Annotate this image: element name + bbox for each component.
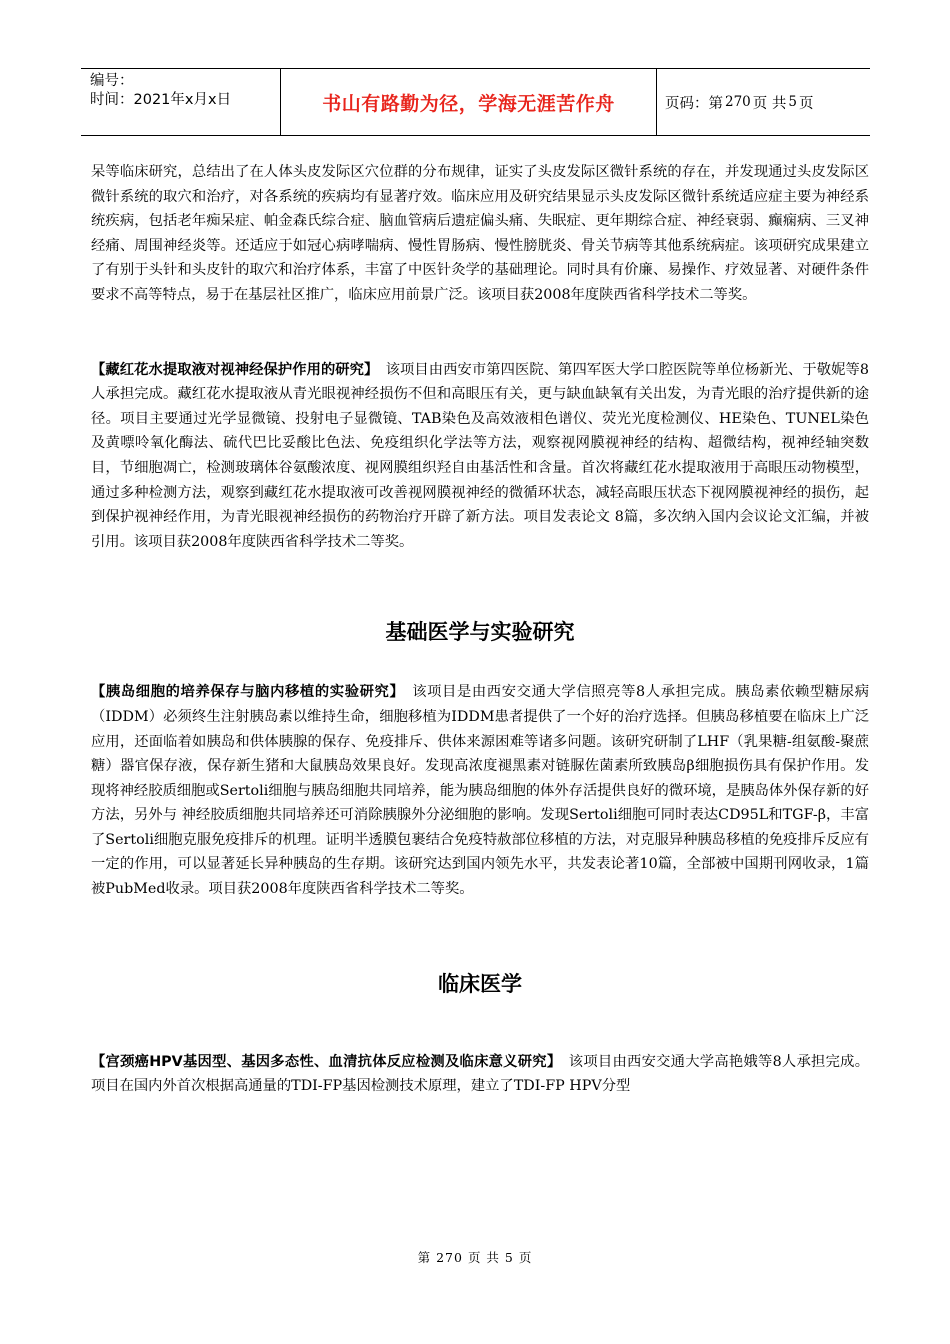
footer-mid: 页 共 bbox=[467, 1250, 500, 1265]
project-title: 【藏红花水提取液对视神经保护作用的研究】 bbox=[91, 361, 372, 378]
header-page-info bbox=[657, 69, 870, 135]
project-cervical-cancer-hpv bbox=[91, 1050, 869, 1099]
project-body: 该项目是由西安交通大学信照亮等8人承担完成。胰岛素依赖型糖尿病（IDDM）必须终生注射胰岛素以维持生命，细胞移植为IDDM患者提供了一个好的治疗选择。但胰岛移植要在临床上广泛应用，还面临着如胰岛和供体胰腺的保存、免疫排斥、供体来源困难等诸多问题。该研究研制了LHF（乳果糖-组氨酸-聚蔗糖）器官保存液，保存新生猪和大鼠胰岛效果良好。发现高浓度褪黑素对链脲佐菌素所致胰岛β细胞损伤具有保护作用。发现将神经胶质细胞或Sertoli细胞与胰岛细胞共同培养，能为胰岛细胞的体外存活提供良好的微环境，是胰岛体外保存新的好方法，另外与 神经胶质细胞共同培养还可消除胰腺外分泌细胞的影响。发现Sertoli细胞可同时表达CD95L和TGF-β，丰富了Sertoli细胞克服免疫排斥的机理。证明半透膜包裹结合免疫特赦部位移植的方法，对克服异种胰岛移植的免疫排斥反应有一定的作用，可以显著延长异种胰岛的生存期。该研究达到国内领先水平，共发表论著10篇，全部被中国期刊网收录，1篇被PubMed收录。项目获2008年度陕西省科学技术二等奖。 bbox=[91, 684, 870, 898]
project-body: 该项目由西安交通大学高艳娥等8人承担完成。项目在国内外首次根据高通量的TDI-FP基因检测技术原理，建立了TDI-FP HPV分型 bbox=[91, 1053, 869, 1095]
project-islet-cells bbox=[91, 680, 869, 901]
document-body bbox=[91, 160, 869, 1099]
header-page-total: 5 bbox=[788, 94, 797, 110]
footer-page-number: 270 bbox=[436, 1250, 463, 1265]
time-label: 时间：2021年x月x日 bbox=[90, 92, 232, 108]
header-motto: 书山有路勤为径，学海无涯苦作舟 bbox=[281, 69, 657, 135]
page-footer bbox=[0, 1248, 950, 1266]
header-page-suffix: 页 bbox=[798, 95, 814, 112]
header-page-mid: 页 共 bbox=[752, 95, 787, 112]
code-label: 编号： bbox=[90, 73, 134, 89]
header-page-prefix: 页码：第 bbox=[665, 95, 723, 112]
header-info-cell bbox=[81, 69, 281, 135]
section-heading-basic-medicine: 基础医学与实验研究 bbox=[385, 620, 575, 645]
project-saffron bbox=[91, 358, 869, 555]
project-title: 【胰岛细胞的培养保存与脑内移植的实验研究】 bbox=[91, 684, 398, 701]
section-heading-clinical-medicine: 临床医学 bbox=[438, 971, 522, 996]
paragraph-scalp-acupuncture: 呆等临床研究，总结出了在人体头皮发际区穴位群的分布规律，证实了头皮发际区微针系统的存在，并发现通过头皮发际区微针系统的取穴和治疗，对各系统的疾病均有显著疗效。临床应用及研究结果显示头皮发际区微针系统适应症主要为神经系统疾病，包括老年痴呆症、帕金森氏综合症、脑血管病后遗症偏头痛、失眠症、更年期综合症、神经衰弱、癫痫病、三叉神经痛、周围神经炎等。还适应于如冠心病哮喘病、慢性胃肠病、慢性膀胱炎、骨关节病等其他系统病症。该项研究成果建立了有别于头针和头皮针的取穴和治疗体系，丰富了中医针灸学的基础理论。同时具有价廉、易操作、疗效显著、对硬件条件要求不高等特点，易于在基层社区推广，临床应用前景广泛。该项目获2008年度陕西省科学技术二等奖。 bbox=[91, 164, 869, 303]
footer-page-total: 5 bbox=[504, 1250, 514, 1265]
page-header bbox=[81, 68, 870, 136]
project-body: 该项目由西安市第四医院、第四军医大学口腔医院等单位杨新光、于敬妮等8人承担完成。藏红花水提取液从青光眼视神经损伤不但和高眼压有关，更与缺血缺氧有关出发，为青光眼的治疗提供新的途径。项目主要通过光学显微镜、投射电子显微镜、TAB染色及高效液相色谱仪、荧光光度检测仪、HE染色、TUNEL染色及黄嘌呤氧化酶法、硫代巴比妥酸比色法、免疫组织化学法等方法，观察视网膜视神经的结构、超微结构，视神经轴突数目，节细胞凋亡，检测玻璃体谷氨酸浓度、视网膜组织羟自由基活性和含量。首次将藏红花水提取液用于高眼压动物模型，通过多种检测方法，观察到藏红花水提取液可改善视网膜视神经的微循环状态，减轻高眼压状态下视网膜视神经的损伤，起到保护视神经作用，为青光眼视神经损伤的药物治疗开辟了新方法。项目发表论文 8篇，多次纳入国内会议论文汇编，并被引用。该项目获2008年度陕西省科学技术二等奖。 bbox=[91, 361, 869, 550]
project-title: 【宫颈癌HPV基因型、基因多态性、血清抗体反应检测及临床意义研究】 bbox=[91, 1053, 555, 1070]
footer-suffix: 页 bbox=[518, 1250, 533, 1265]
header-page-number: 270 bbox=[725, 94, 751, 110]
footer-prefix: 第 bbox=[417, 1250, 432, 1265]
